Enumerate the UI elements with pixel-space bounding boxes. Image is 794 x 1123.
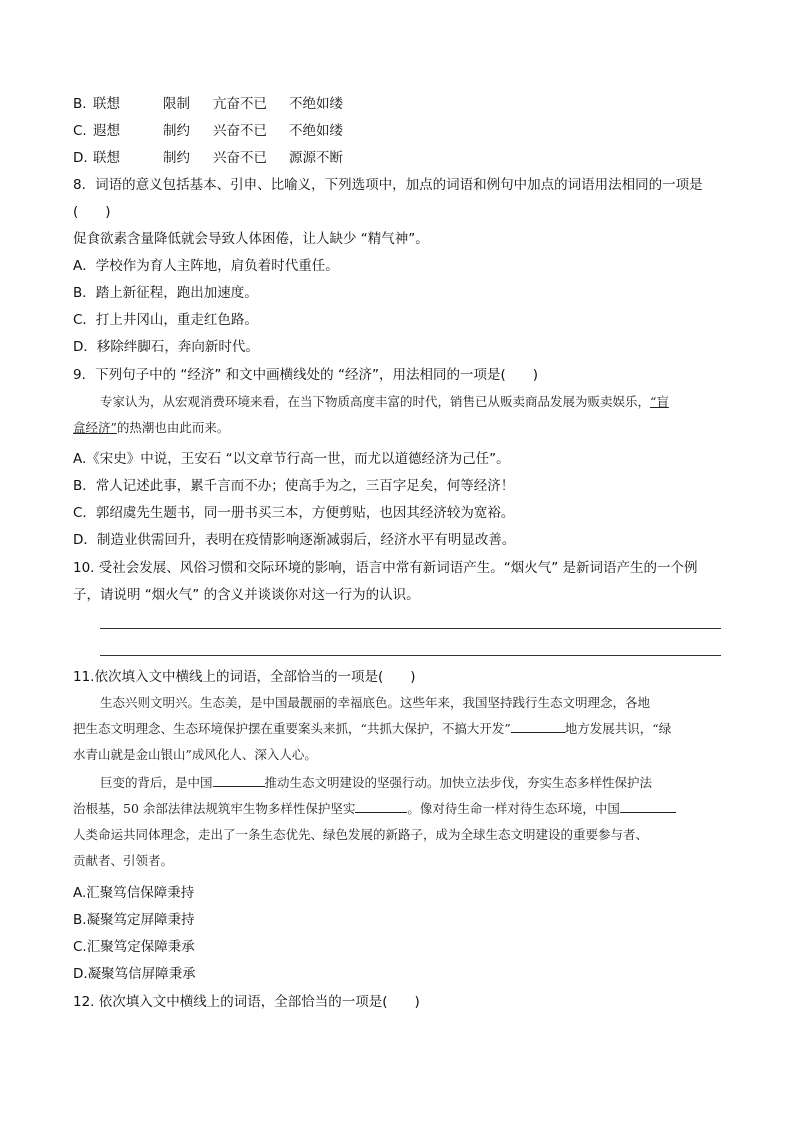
q11-blank-4[interactable]: [620, 800, 676, 813]
q11-option-b: B.凝聚笃定屏障秉持: [73, 912, 195, 928]
q10-stem-line-1: 10. 受社会发展、风俗习惯和交际环境的影响，语言中常有新词语产生。“烟火气” 是新词语产生的一个例: [73, 560, 698, 576]
q10-stem-line-2: 子，请说明 “烟火气” 的含义并谈谈你对这一行为的认识。: [73, 587, 420, 603]
q9-stem: 9．下列句子中的 “经济” 和文中画横线处的 “经济”，用法相同的一项是( ): [73, 367, 538, 383]
q12-stem: 12. 依次填入文中横线上的词语，全部恰当的一项是( ): [73, 994, 420, 1010]
q8-option-c: C．打上井冈山，重走红色路。: [73, 312, 258, 328]
q11-passage-p2-line-2: 治根基，50 余部法律法规筑牢生物多样性保护坚实 。像对待生命一样对待生态环境，中国: [73, 800, 676, 818]
q11-blank-3[interactable]: [355, 800, 407, 813]
q8-option-a: A．学校作为育人主阵地，肩负着时代重任。: [73, 258, 339, 274]
q11-passage-p1-line-2: 把生态文明理念、生态环境保护摆在重要案头来抓，“共抓大保护，不搞大开发” 地方发展共识，“绿: [73, 721, 672, 736]
q9-passage: [73, 393, 721, 443]
q7-option-b: B. 联想 限制 亢奋不已 不绝如缕: [73, 96, 343, 112]
q11-stem: 11.依次填入文中横线上的词语，全部恰当的一项是( ): [73, 669, 416, 685]
q7-option-d: D. 联想 制约 兴奋不已 源源不断: [73, 150, 343, 166]
q11-option-c: C.汇聚笃定保障秉承: [73, 939, 195, 955]
q8-option-b: B．踏上新征程，跑出加速度。: [73, 285, 258, 301]
q7-option-c: C. 遐想 制约 兴奋不已 不绝如缕: [73, 123, 343, 139]
q8-example-sentence: 促食欲素含量降低就会导致人体困倦，让人缺少 “精气神”。: [73, 231, 429, 247]
q11-passage-p2-line-3: 人类命运共同体理念，走出了一条生态优先、绿色发展的新路子，成为全球生态文明建设的重要参与者、: [73, 827, 649, 842]
q11-passage-p1-line-3: 水青山就是金山银山”成风化人、深入人心。: [73, 747, 317, 762]
q11-passage-p2-line-1: 巨变的背后，是中国 推动生态文明建设的坚强行动。加快立法步伐，夯实生态多样性保护法: [100, 775, 653, 790]
q11-option-a: A.汇聚笃信保障秉持: [73, 885, 195, 901]
q9-passage-line-1: 专家认为，从宏观消费环境来看，在当下物质高度丰富的时代，销售已从贩卖商品发展为贩卖娱乐，“盲: [100, 394, 669, 409]
q9-option-c: C．郭绍虞先生题书，同一册书买三本，方便剪贴，也因其经济较为宽裕。: [73, 505, 515, 521]
q10-answer-line-2[interactable]: [100, 655, 721, 656]
q9-option-d: D．制造业供需回升，表明在疫情影响逐渐减弱后，经济水平有明显改善。: [73, 532, 516, 548]
q8-option-d: D．移除绊脚石，奔向新时代。: [73, 339, 259, 355]
q9-option-a: A.《宋史》中说，王安石 “以文章节行高一世，而尤以道德经济为己任”。: [73, 451, 510, 467]
q11-passage: [73, 694, 721, 868]
q9-option-b: B．常人记述此事，累千言而不办；使高手为之，三百字足矣，何等经济！: [73, 478, 515, 494]
q8-answer-paren: ( ): [73, 204, 111, 220]
q9-passage-line-2: 盒经济”的热潮也由此而来。: [73, 420, 230, 435]
q11-passage-p2-line-4: 贡献者、引领者。: [73, 853, 174, 868]
q11-blank-1[interactable]: [511, 720, 565, 733]
q11-passage-p1-line-1: 生态兴则文明兴。生态美，是中国最靓丽的幸福底色。这些年来，我国坚持践行生态文明理念，各地: [100, 695, 651, 710]
q8-stem: 8．词语的意义包括基本、引申、比喻义，下列选项中，加点的词语和例句中加点的词语用法相同的一项是: [73, 177, 703, 193]
q10-answer-line-1[interactable]: [100, 628, 721, 629]
q9-underlined-term-end: 盒经济”: [73, 420, 117, 435]
q9-underlined-term: “盲: [650, 394, 669, 409]
q11-option-d: D.凝聚笃信屏障秉承: [73, 966, 196, 982]
q11-blank-2[interactable]: [213, 774, 265, 787]
